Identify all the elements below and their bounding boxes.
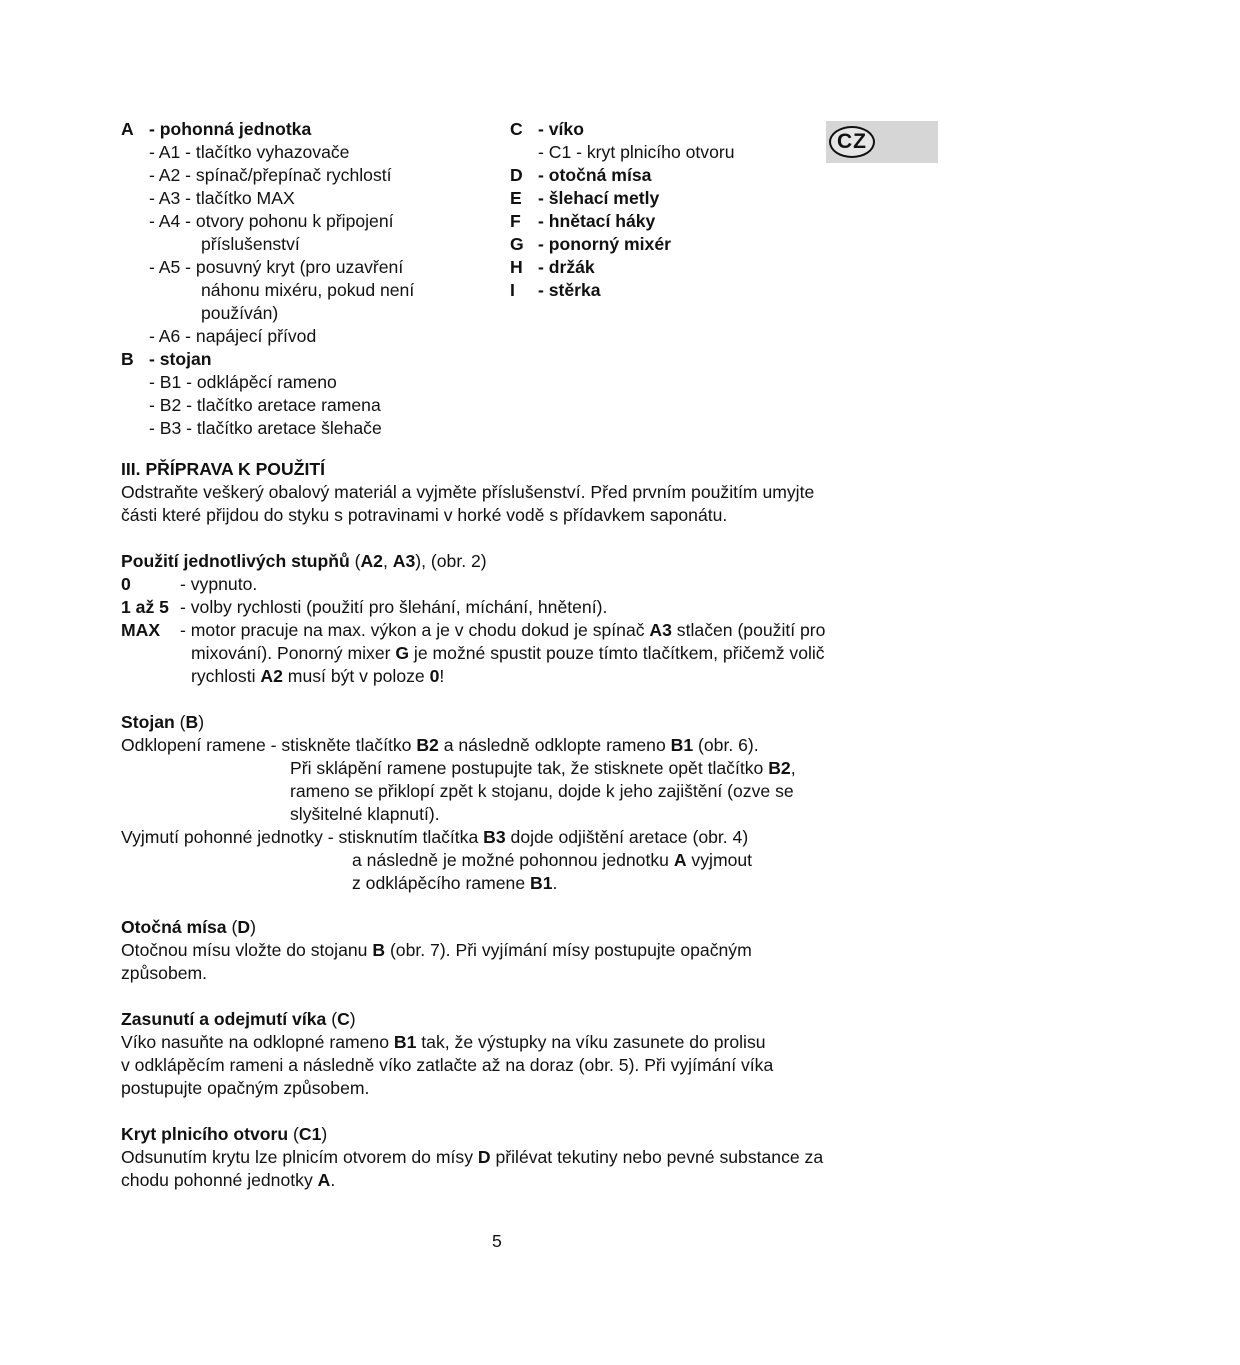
speed-desc-max: - motor pracuje na max. výkon a je v chodu dokud je spínač A3 stlačen (použití pro: [180, 620, 826, 640]
cover-text-cont: chodu pohonné jednotky A.: [121, 1170, 336, 1190]
lid-heading: Zasunutí a odejmutí víka (C): [121, 1009, 356, 1029]
stand-unit-removal-text: Vyjmutí pohonné jednotky - stisknutím tlačítka B3 dojde odjištění aretace (obr. 4): [121, 827, 749, 847]
part-item-a3: - A3 - tlačítko MAX: [149, 188, 295, 208]
language-badge-label: CZ: [829, 126, 875, 158]
part-title-f: - hnětací háky: [538, 211, 656, 231]
part-title-h: - držák: [538, 257, 595, 277]
bowl-text-cont: způsobem.: [121, 963, 208, 983]
stand-arm-tilt-cont: rameno se přiklopí zpět k stojanu, dojde k jeho zajištění (ozve se: [290, 781, 794, 801]
speed-desc-1-5: - volby rychlosti (použití pro šlehání, míchání, hnětení).: [180, 597, 608, 617]
part-letter-h: H: [510, 257, 523, 277]
part-title-i: - stěrka: [538, 280, 601, 300]
part-item-b1: - B1 - odklápěcí rameno: [149, 372, 337, 392]
part-item-c1: - C1 - kryt plnicího otvoru: [538, 142, 735, 162]
cover-text: Odsunutím krytu lze plnicím otvorem do mísy D přilévat tekutiny nebo pevné substance za: [121, 1147, 824, 1167]
preparation-text-line: části které přijdou do styku s potravinami v horké vodě s přídavkem saponátu.: [121, 505, 728, 525]
part-title-e: - šlehací metly: [538, 188, 660, 208]
part-title-d: - otočná mísa: [538, 165, 652, 185]
part-letter-a: A: [121, 119, 134, 139]
language-badge: [826, 121, 938, 163]
lid-text-cont: postupujte opačným způsobem.: [121, 1078, 370, 1098]
bowl-heading: Otočná mísa (D): [121, 917, 256, 937]
part-item-a2: - A2 - spínač/přepínač rychlostí: [149, 165, 392, 185]
part-title-c: - víko: [538, 119, 584, 139]
bowl-text: Otočnou mísu vložte do stojanu B (obr. 7). Při vyjímání mísy postupujte opačným: [121, 940, 752, 960]
part-item-a1: - A1 - tlačítko vyhazovače: [149, 142, 350, 162]
part-item-a6: - A6 - napájecí přívod: [149, 326, 317, 346]
part-title-g: - ponorný mixér: [538, 234, 671, 254]
speed-desc-0: - vypnuto.: [180, 574, 258, 594]
speed-desc-max-cont2: rychlosti A2 musí být v poloze 0!: [191, 666, 445, 686]
part-item-a5-cont2: používán): [201, 303, 279, 323]
speeds-heading: Použití jednotlivých stupňů (A2, A3), (obr. 2): [121, 551, 487, 571]
section-heading-preparation: III. PŘÍPRAVA K POUŽITÍ: [121, 459, 325, 479]
stand-arm-tilt-cont: Při sklápění ramene postupujte tak, že stisknete opět tlačítko B2,: [290, 758, 796, 778]
stand-unit-removal-cont: z odklápěcího ramene B1.: [352, 873, 558, 893]
stand-arm-tilt-text: Odklopení ramene - stiskněte tlačítko B2 a následně odklopte rameno B1 (obr. 6).: [121, 735, 759, 755]
part-title-b: - stojan: [149, 349, 212, 369]
part-letter-b: B: [121, 349, 134, 369]
lid-text: Víko nasuňte na odklopné rameno B1 tak, že výstupky na víku zasunete do prolisu: [121, 1032, 766, 1052]
part-item-b2: - B2 - tlačítko aretace ramena: [149, 395, 381, 415]
cover-heading: Kryt plnicího otvoru (C1): [121, 1124, 328, 1144]
page-number: 5: [492, 1231, 502, 1251]
preparation-text-line: Odstraňte veškerý obalový materiál a vyjměte příslušenství. Před prvním použitím umyjte: [121, 482, 815, 502]
lid-text-cont: v odklápěcím rameni a následně víko zatlačte až na doraz (obr. 5). Při vyjímání víka: [121, 1055, 774, 1075]
speed-key-max: MAX: [121, 620, 161, 640]
part-letter-f: F: [510, 211, 521, 231]
speed-desc-max-cont: mixování). Ponorný mixer G je možné spustit pouze tímto tlačítkem, přičemž volič: [191, 643, 825, 663]
part-letter-i: I: [510, 280, 515, 300]
part-letter-e: E: [510, 188, 522, 208]
stand-arm-tilt-cont: slyšitelné klapnutí).: [290, 804, 440, 824]
stand-unit-removal-cont: a následně je možné pohonnou jednotku A vyjmout: [352, 850, 753, 870]
part-letter-d: D: [510, 165, 523, 185]
speed-key-1-5: 1 až 5: [121, 597, 169, 617]
part-letter-g: G: [510, 234, 524, 254]
part-item-a5-cont: náhonu mixéru, pokud není: [201, 280, 415, 300]
part-item-b3: - B3 - tlačítko aretace šlehače: [149, 418, 382, 438]
part-item-a4: - A4 - otvory pohonu k připojení: [149, 211, 394, 231]
part-title-a: - pohonná jednotka: [149, 119, 312, 139]
stand-heading: Stojan (B): [121, 712, 205, 732]
speed-key-0: 0: [121, 574, 131, 594]
part-letter-c: C: [510, 119, 523, 139]
part-item-a5: - A5 - posuvný kryt (pro uzavření: [149, 257, 404, 277]
part-item-a4-cont: příslušenství: [201, 234, 300, 254]
